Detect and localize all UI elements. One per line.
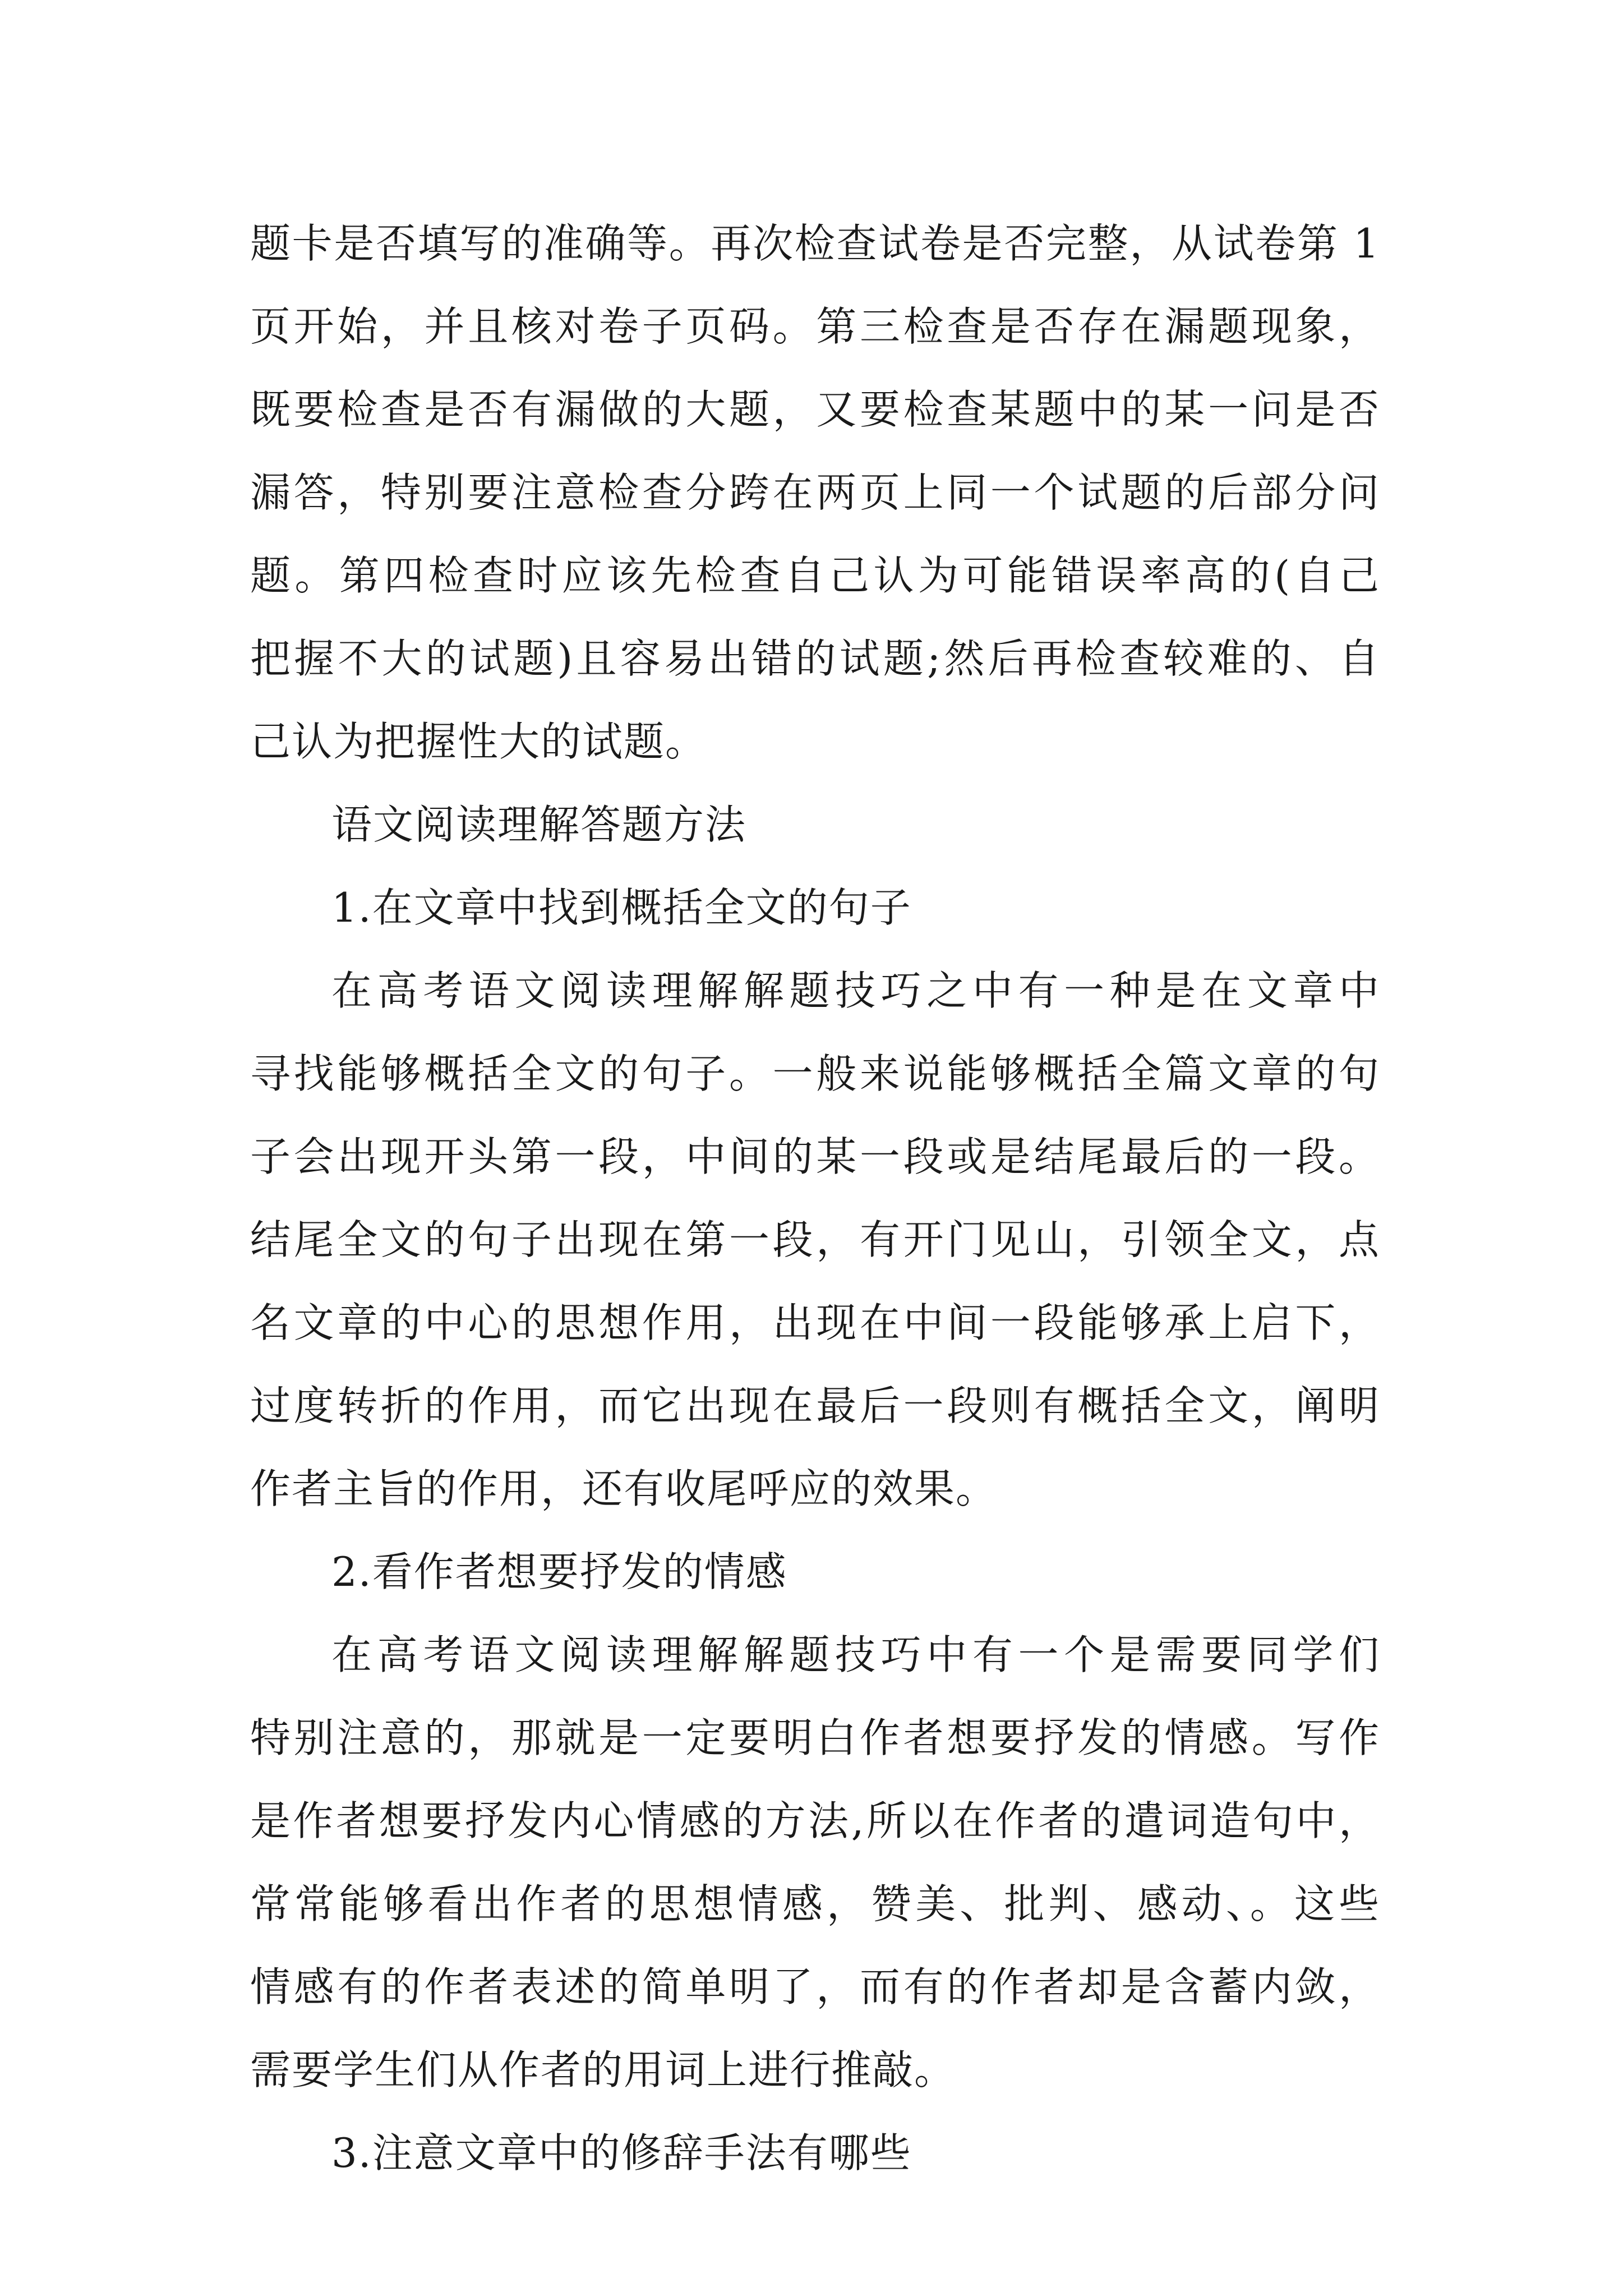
paragraph-author-emotion bbox=[250, 1613, 1380, 2111]
text-line: 把握不大的试题)且容易出错的试题;然后再检查较难的、自 bbox=[250, 635, 1380, 682]
text-line: 结尾全文的句子出现在第一段，有开门见山，引领全文，点 bbox=[250, 1216, 1380, 1263]
text-line: 过度转折的作用，而它出现在最后一段则有概括全文，阐明 bbox=[250, 1382, 1380, 1429]
text-line: 既要检查是否有漏做的大题，又要检查某题中的某一问是否 bbox=[250, 386, 1380, 433]
heading-3: 3.注意文章中的修辞手法有哪些 bbox=[331, 2129, 912, 2177]
text-line: 页开始，并且核对卷子页码。第三检查是否存在漏题现象， bbox=[250, 303, 1380, 350]
text-line: 在高考语文阅读理解解题技巧之中有一种是在文章中 bbox=[331, 967, 1380, 1014]
heading-1: 1.在文章中找到概括全文的句子 bbox=[331, 884, 912, 931]
paragraph-summary-sentence bbox=[250, 949, 1380, 1530]
text-line: 己认为把握性大的试题。 bbox=[250, 718, 707, 765]
text-line: 子会出现开头第一段，中间的某一段或是结尾最后的一段。 bbox=[250, 1133, 1380, 1180]
text-line: 特别注意的，那就是一定要明白作者想要抒发的情感。写作 bbox=[250, 1714, 1380, 1761]
text-line: 漏答，特别要注意检查分跨在两页上同一个试题的后部分问 bbox=[250, 469, 1380, 516]
heading-2: 2.看作者想要抒发的情感 bbox=[331, 1548, 787, 1595]
text-line: 在高考语文阅读理解解题技巧中有一个是需要同学们 bbox=[331, 1631, 1380, 1678]
text-line: 常常能够看出作者的思想情感，赞美、批判、感动、。这些 bbox=[250, 1880, 1380, 1927]
text-line: 情感有的作者表述的简单明了，而有的作者却是含蓄内敛， bbox=[250, 1963, 1380, 2010]
text-line: 题。第四检查时应该先检查自己认为可能错误率高的(自己 bbox=[250, 552, 1380, 599]
document-body bbox=[250, 202, 1380, 2194]
section-title: 语文阅读理解答题方法 bbox=[331, 801, 747, 848]
text-line: 作者主旨的作用，还有收尾呼应的效果。 bbox=[250, 1465, 998, 1512]
text-line: 寻找能够概括全文的句子。一般来说能够概括全篇文章的句 bbox=[250, 1050, 1380, 1097]
text-line: 需要学生们从作者的用词上进行推敲。 bbox=[250, 2046, 956, 2093]
text-line: 题卡是否填写的准确等。再次检查试卷是否完整，从试卷第 1 bbox=[250, 220, 1380, 267]
text-line: 名文章的中心的思想作用，出现在中间一段能够承上启下， bbox=[250, 1299, 1380, 1346]
paragraph-exam-check bbox=[250, 202, 1380, 783]
text-line: 是作者想要抒发内心情感的方法,所以在作者的遣词造句中， bbox=[250, 1797, 1380, 1844]
